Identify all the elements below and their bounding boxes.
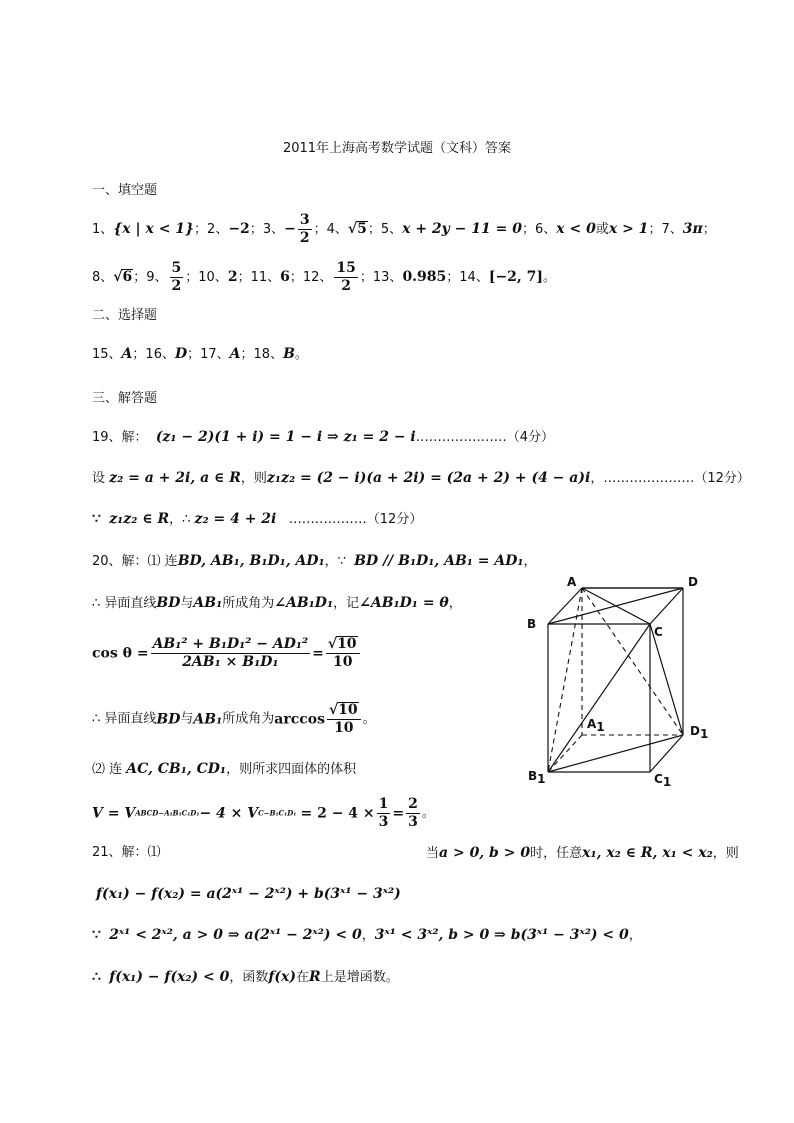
q21-line-3	[92, 925, 642, 946]
answer-5: x + 2y − 11 = 0	[402, 221, 522, 237]
text-fragment: ，∵	[324, 554, 346, 569]
cos-fraction	[151, 636, 311, 671]
q20-result-line	[92, 702, 376, 737]
because-symbol: ∵	[92, 511, 101, 527]
cos-lhs: cos θ =	[92, 645, 149, 662]
fraction-denominator: 2	[341, 278, 352, 294]
fraction-denominator: 2	[299, 230, 310, 246]
volume-fraction-2	[406, 796, 420, 831]
fraction-denominator: 2AB₁ × B₁D₁	[182, 654, 279, 670]
item-number: 15、	[92, 347, 122, 362]
angle: ∠AB₁D₁	[274, 595, 334, 611]
score-note: …………………（12分）	[603, 471, 750, 486]
question-part-label: ⑵ 连	[92, 762, 123, 777]
q19-line-3	[92, 509, 422, 530]
question-label: 19、解：	[92, 430, 148, 445]
separator: 。	[362, 711, 376, 727]
q20-part2-connections: AC, CB₁, CD₁	[126, 761, 227, 777]
score-note: …………………（4分）	[415, 430, 555, 445]
text-fragment: 时，任意	[530, 846, 583, 861]
text-fragment: 与	[180, 711, 194, 727]
text-fragment: ，	[361, 928, 375, 943]
item-number: ；18、	[240, 347, 284, 362]
arccos: arccos	[274, 711, 325, 728]
q21-line-1-right	[426, 843, 739, 864]
answer-15: A	[121, 346, 133, 362]
answer-3-sign: −	[284, 221, 296, 237]
answer-14: [−2, 7]	[488, 269, 544, 285]
vertex-label-B1: B1	[528, 769, 546, 786]
item-number: ；6、	[521, 222, 557, 237]
q20-connections: BD, AB₁, B₁D₁, AD₁	[177, 553, 325, 569]
q21-condition-1: a > 0, b > 0	[439, 845, 531, 861]
function-symbol: f(x)	[268, 969, 297, 985]
segment: BD	[156, 711, 181, 728]
separator: ；	[702, 222, 716, 237]
answer-2: −2	[228, 221, 250, 237]
sqrt-sign: √	[113, 269, 123, 285]
q21-line-2	[96, 884, 401, 905]
volume-eq: = 2 − 4 ×	[300, 805, 375, 822]
sqrt-sign: √	[328, 702, 339, 718]
diag-AD1-hidden	[582, 588, 683, 735]
fraction-denominator: 2	[171, 278, 182, 294]
diag-CB1	[548, 624, 650, 772]
diag-BD	[548, 588, 683, 624]
fraction-numerator: 15	[336, 260, 356, 276]
answer-18: B	[283, 346, 295, 362]
answer-16: D	[174, 346, 188, 362]
item-number: ；14、	[446, 270, 489, 285]
text-fragment: ，	[448, 596, 462, 611]
equals-sign: =	[312, 645, 324, 662]
equals-sign: =	[392, 805, 405, 822]
reals-symbol: R	[309, 969, 321, 985]
q21-line-1-left	[92, 843, 161, 863]
sqrt-sign: √	[327, 636, 338, 652]
segment: BD	[156, 595, 181, 611]
text-fragment: 上是增函数。	[320, 970, 399, 985]
q19-equation-4: z₁z₂ ∈ R	[109, 511, 170, 527]
q21-equation-4: f(x₁) − f(x₂) < 0	[109, 969, 230, 985]
text-fragment: 所成角为	[222, 711, 275, 727]
text-fragment: ，	[523, 554, 537, 569]
volume-subscript-1: ABCD−A₁B₁C₁D₁	[135, 808, 200, 818]
q19-line-1	[92, 427, 554, 448]
edge-C1D1	[650, 735, 683, 772]
text-fragment: ，	[590, 471, 604, 486]
separator: 。	[543, 270, 557, 285]
fraction-numerator: 1	[378, 796, 389, 812]
volume-subscript-2: C−B₁C₁D₁	[258, 808, 297, 818]
text-fragment: 在	[296, 970, 310, 985]
answer-4-radicand: 5	[357, 221, 367, 237]
fraction-denominator: 3	[378, 814, 389, 830]
vertex-label-B: B	[527, 617, 537, 631]
answer-6b: x > 1	[608, 221, 649, 237]
text-fragment: ，则	[712, 846, 739, 861]
answer-17: A	[229, 346, 241, 362]
q21-condition-2: x₁, x₂ ∈ R, x₁ < x₂	[582, 845, 713, 861]
fraction-numerator: 5	[171, 260, 182, 276]
text-fragment: 所成角为	[222, 596, 275, 611]
volume-minus: − 4 × V	[199, 805, 259, 822]
angle-definition: ∠AB₁D₁ = θ	[359, 595, 449, 611]
q21-equation-3: 3ˣ¹ < 3ˣ², b > 0 ⇒ b(3ˣ¹ − 3ˣ²) < 0	[374, 927, 629, 943]
text-fragment: 当	[426, 846, 440, 861]
text-fragment: 设	[92, 471, 106, 486]
vertex-label-D: D	[688, 575, 698, 589]
q20-volume-formula	[92, 796, 435, 831]
fraction-numerator: 3	[299, 212, 310, 228]
fraction-denominator: 10	[334, 720, 354, 736]
text-fragment: ，函数	[229, 970, 269, 985]
item-number: ；3、	[249, 222, 285, 237]
arccos-fraction	[327, 702, 361, 737]
text-fragment: ，则所求四面体的体积	[226, 762, 357, 777]
q21-equation-2: 2ˣ¹ < 2ˣ², a > 0 ⇒ a(2ˣ¹ − 2ˣ²) < 0	[109, 927, 362, 943]
q19-line-2	[92, 468, 750, 489]
q20-parallel: BD // B₁D₁, AB₁ = AD₁	[354, 553, 524, 569]
item-number: ；12、	[289, 270, 333, 285]
answer-11: 6	[280, 269, 290, 285]
vertex-label-C: C	[654, 625, 663, 639]
item-number: ；2、	[194, 222, 229, 237]
text-fragment: ，则	[240, 471, 267, 486]
fill-answers-row-1	[92, 212, 716, 247]
answer-7: 3π	[682, 221, 703, 237]
text-fragment: ∴ 异面直线	[92, 711, 157, 727]
fraction-numerator: AB₁² + B₁D₁² − AD₁²	[152, 636, 309, 652]
answer-12-fraction	[334, 260, 357, 295]
question-label: 21、解：⑴	[92, 845, 161, 860]
q21-equation-1: f(x₁) − f(x₂) = a(2ˣ¹ − 2ˣ²) + b(3ˣ¹ − 3ˣ²)	[96, 886, 401, 902]
answer-10: 2	[227, 269, 238, 285]
item-number: ；10、	[185, 270, 228, 285]
edge-CD	[650, 588, 683, 624]
cos-value-fraction	[326, 636, 360, 671]
text-fragment: ，记	[333, 596, 360, 611]
fraction-numerator: 2	[408, 796, 418, 812]
sqrt-sign: √	[347, 221, 358, 237]
answer-13: 0.985	[402, 269, 447, 285]
item-number: ；11、	[237, 270, 281, 285]
item-number: ；13、	[359, 270, 403, 285]
q19-equation-1: (z₁ − 2)(1 + i) = 1 − i ⇒ z₁ = 2 − i	[155, 429, 416, 445]
q21-line-4	[92, 967, 399, 988]
question-label: 20、解：⑴ 连	[92, 554, 178, 569]
vertex-label-A1: A1	[587, 717, 605, 734]
item-number: ；17、	[187, 347, 230, 362]
diag-AB1-hidden	[548, 588, 582, 772]
fraction-denominator: 3	[408, 814, 418, 830]
section-solve-heading: 三、解答题	[92, 391, 158, 406]
diag-B1D1	[548, 735, 683, 772]
answer-9-fraction	[170, 260, 184, 295]
segment: AB₁	[193, 711, 223, 728]
q20-line-1	[92, 551, 537, 572]
q20-cosine-formula	[92, 636, 362, 671]
q19-equation-5: z₂ = 4 + 2i	[194, 511, 277, 527]
diag-CD1	[650, 624, 683, 735]
text-fragment: 与	[180, 596, 194, 611]
fraction-denominator: 10	[332, 654, 353, 670]
item-number: 1、	[92, 222, 114, 237]
volume-fraction-1	[377, 796, 391, 831]
section-fill-heading: 一、填空题	[92, 183, 158, 198]
answer-8-radicand: 6	[122, 269, 133, 285]
answer-3-fraction	[298, 212, 312, 247]
vertex-label-C1: C1	[654, 772, 672, 789]
segment: AB₁	[193, 595, 223, 611]
q20-part2-line	[92, 759, 356, 780]
separator: 。	[294, 347, 308, 362]
item-number: ；7、	[648, 222, 683, 237]
separator: 。	[421, 805, 435, 821]
radicand: 10	[338, 702, 358, 718]
section-choice-heading: 二、选择题	[92, 308, 158, 323]
item-number: ；4、	[313, 222, 348, 237]
vertex-label-A: A	[567, 575, 577, 589]
radicand: 10	[337, 636, 357, 652]
q19-equation-3: z₁z₂ = (2 − i)(a + 2i) = (2a + 2) + (4 − a)i	[266, 470, 591, 486]
text-fragment: ，	[628, 928, 642, 943]
item-number: ；16、	[132, 347, 175, 362]
because-symbol: ∵	[92, 927, 101, 943]
answer-6a: x < 0	[556, 221, 596, 237]
answer-6-or: 或	[595, 222, 609, 237]
volume-v: V = V	[92, 805, 136, 822]
page-title: 2011年上海高考数学试题（文科）答案	[282, 141, 512, 156]
answer-1: {x | x < 1}	[113, 221, 195, 237]
score-note: ………………（12分）	[288, 512, 423, 527]
q20-line-2	[92, 593, 462, 614]
fill-answers-row-2	[92, 260, 556, 295]
therefore-symbol: ∴	[92, 969, 101, 985]
item-number: 8、	[92, 270, 114, 285]
prism-diagram	[520, 570, 720, 790]
q19-equation-2: z₂ = a + 2i, a ∈ R	[109, 470, 241, 486]
fraction-numerator	[327, 702, 361, 720]
item-number: ；5、	[367, 222, 403, 237]
item-number: ；9、	[133, 270, 168, 285]
vertex-label-D1: D1	[690, 724, 709, 741]
edge-A1B1-hidden	[548, 735, 582, 772]
fraction-numerator	[326, 636, 360, 654]
text-fragment: ∴ 异面直线	[92, 596, 157, 611]
choice-answers-row	[92, 344, 308, 365]
text-fragment: ，∴	[169, 512, 191, 527]
